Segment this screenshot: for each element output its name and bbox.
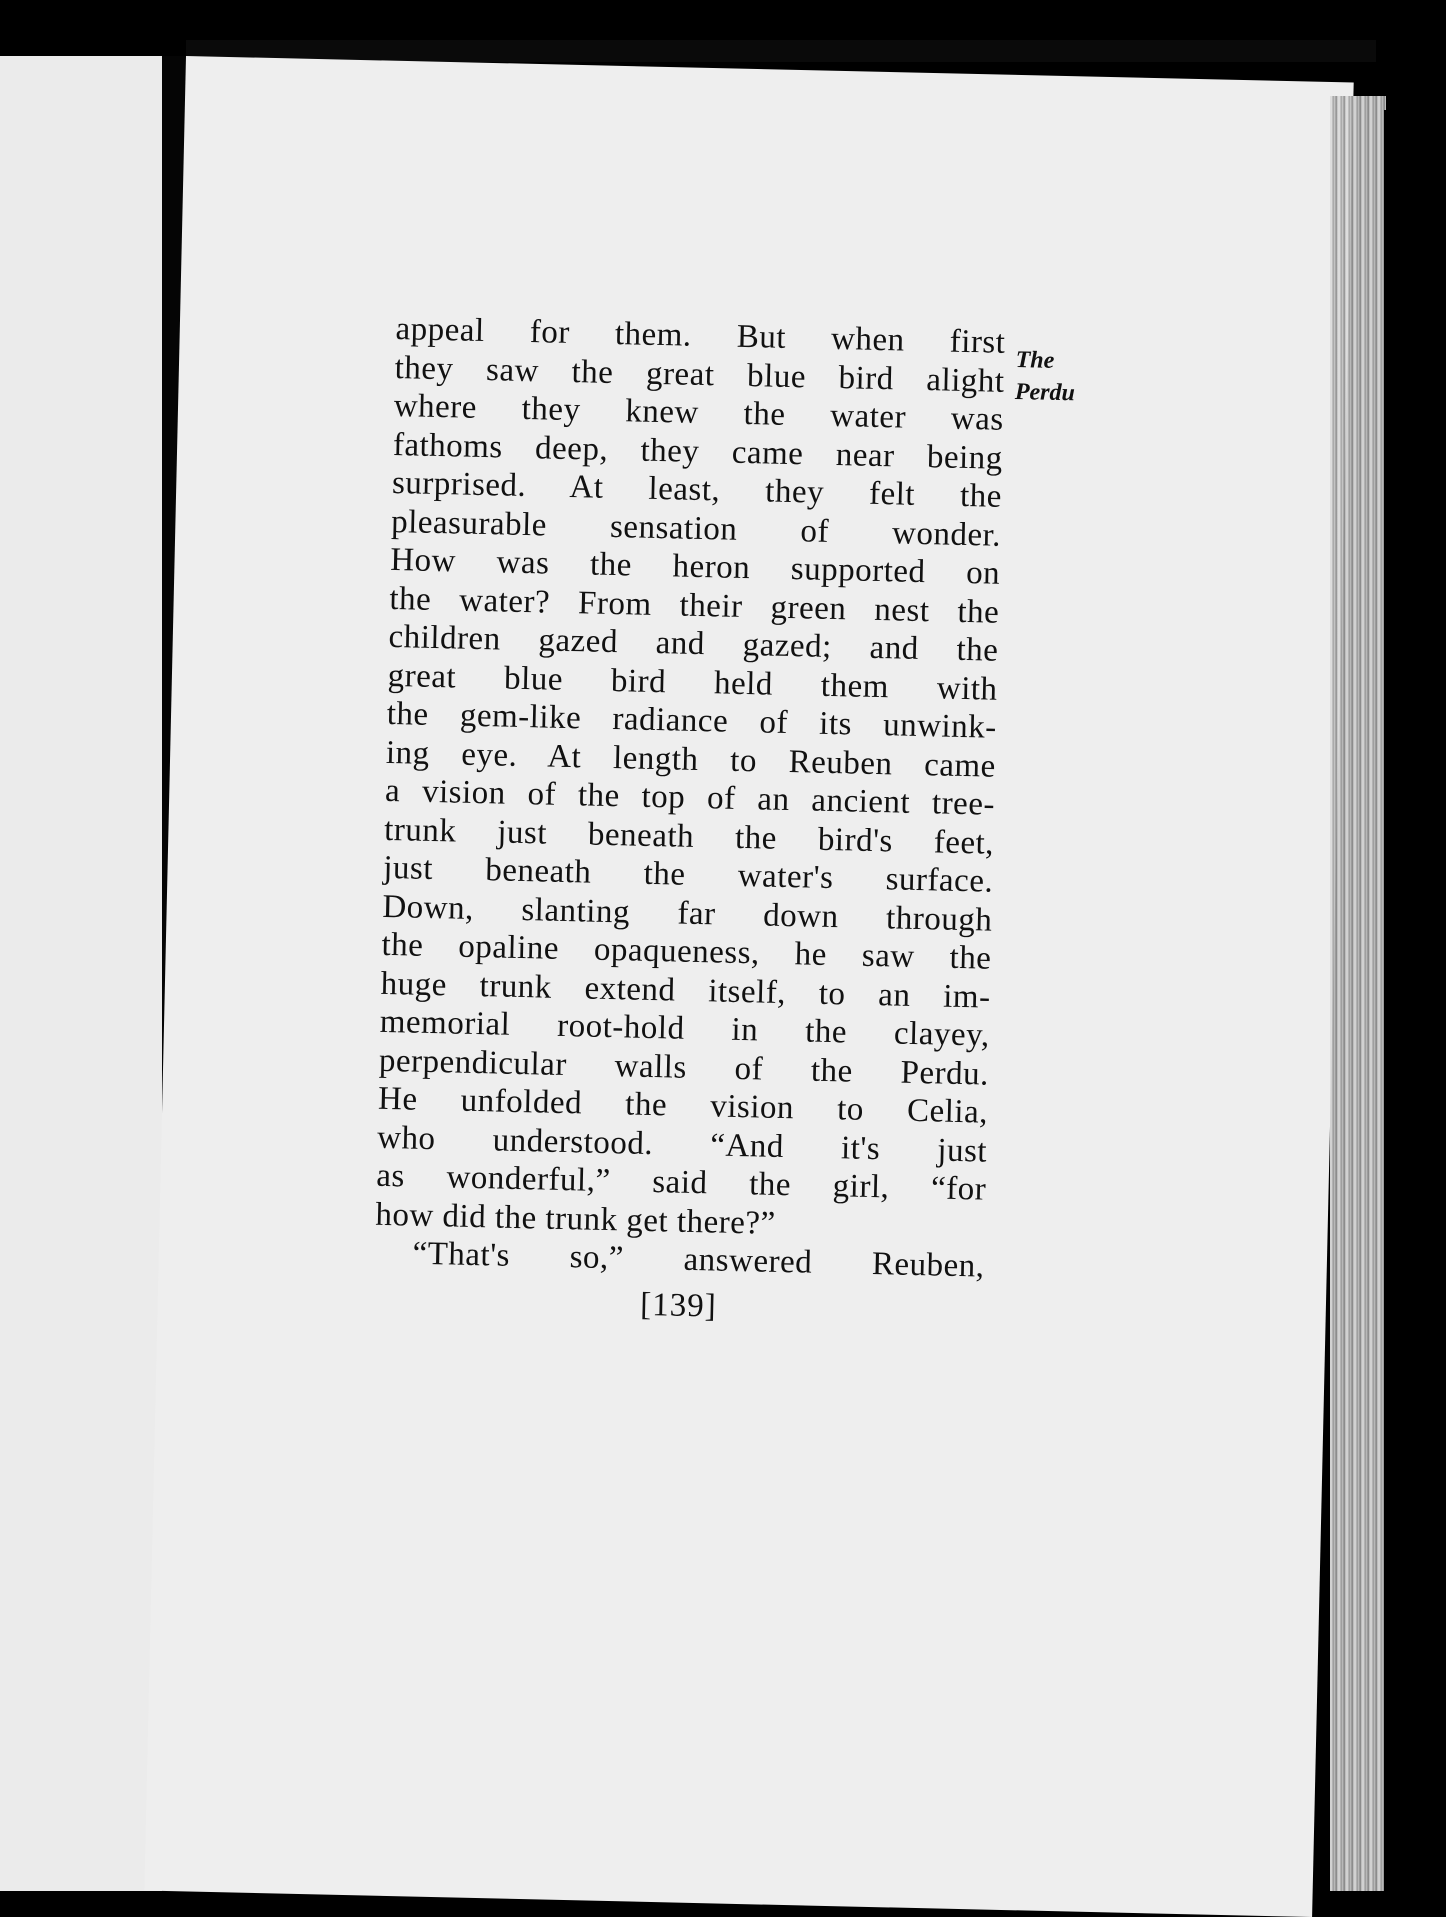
text-line: trunk just beneath the bird's feet, <box>383 811 995 862</box>
text-line: appeal for them. But when first <box>395 310 1006 361</box>
text-line: surprised. At least, they felt the <box>391 464 1003 515</box>
text-line: memorial root-hold in the clayey, <box>379 1003 991 1054</box>
text-line: ing eye. At length to Reuben came <box>385 734 997 785</box>
text-line: Down, slanting far down through <box>382 888 993 939</box>
scan-background-edge <box>1384 110 1446 1891</box>
text-line: they saw the great blue bird alight <box>394 349 1005 400</box>
text-line: fathoms deep, they came near being <box>392 426 1004 477</box>
text-line: who understood. “And it's just <box>376 1119 988 1170</box>
text-line: the gem-like radiance of its unwink- <box>386 695 998 746</box>
page-number: [139] <box>639 1286 718 1325</box>
text-line: as wonderful,” said the girl, “for <box>375 1157 987 1208</box>
text-line: just beneath the water's surface. <box>382 849 994 900</box>
text-line: How was the heron supported on <box>389 541 1001 592</box>
text-line: “That's so,” answered Reuben, <box>412 1235 985 1285</box>
text-line: the water? From their green nest the <box>389 580 1000 631</box>
running-head-line-1: The <box>1015 346 1055 374</box>
text-line: huge trunk extend itself, to an im- <box>380 965 991 1016</box>
text-line: where they knew the water was <box>393 387 1005 438</box>
text-line: pleasurable sensation of wonder. <box>390 503 1002 554</box>
running-head <box>1015 344 1076 409</box>
text-line: great blue bird held them with <box>387 657 998 708</box>
page-edges <box>1330 96 1386 1891</box>
text-line: the opaline opaqueness, he saw the <box>381 926 992 977</box>
body-text <box>373 310 1006 1336</box>
text-line: perpendicular walls of the Perdu. <box>378 1042 990 1093</box>
text-line: He unfolded the vision to Celia, <box>377 1080 989 1131</box>
text-line: a vision of the top of an ancient tree- <box>384 772 996 823</box>
running-head-line-2: Perdu <box>1014 378 1076 407</box>
text-line: how did the trunk get there?” <box>375 1196 777 1242</box>
facing-page-left <box>0 56 162 1891</box>
text-line: children gazed and gazed; and the <box>388 618 999 669</box>
page-top-shadow <box>186 40 1376 62</box>
